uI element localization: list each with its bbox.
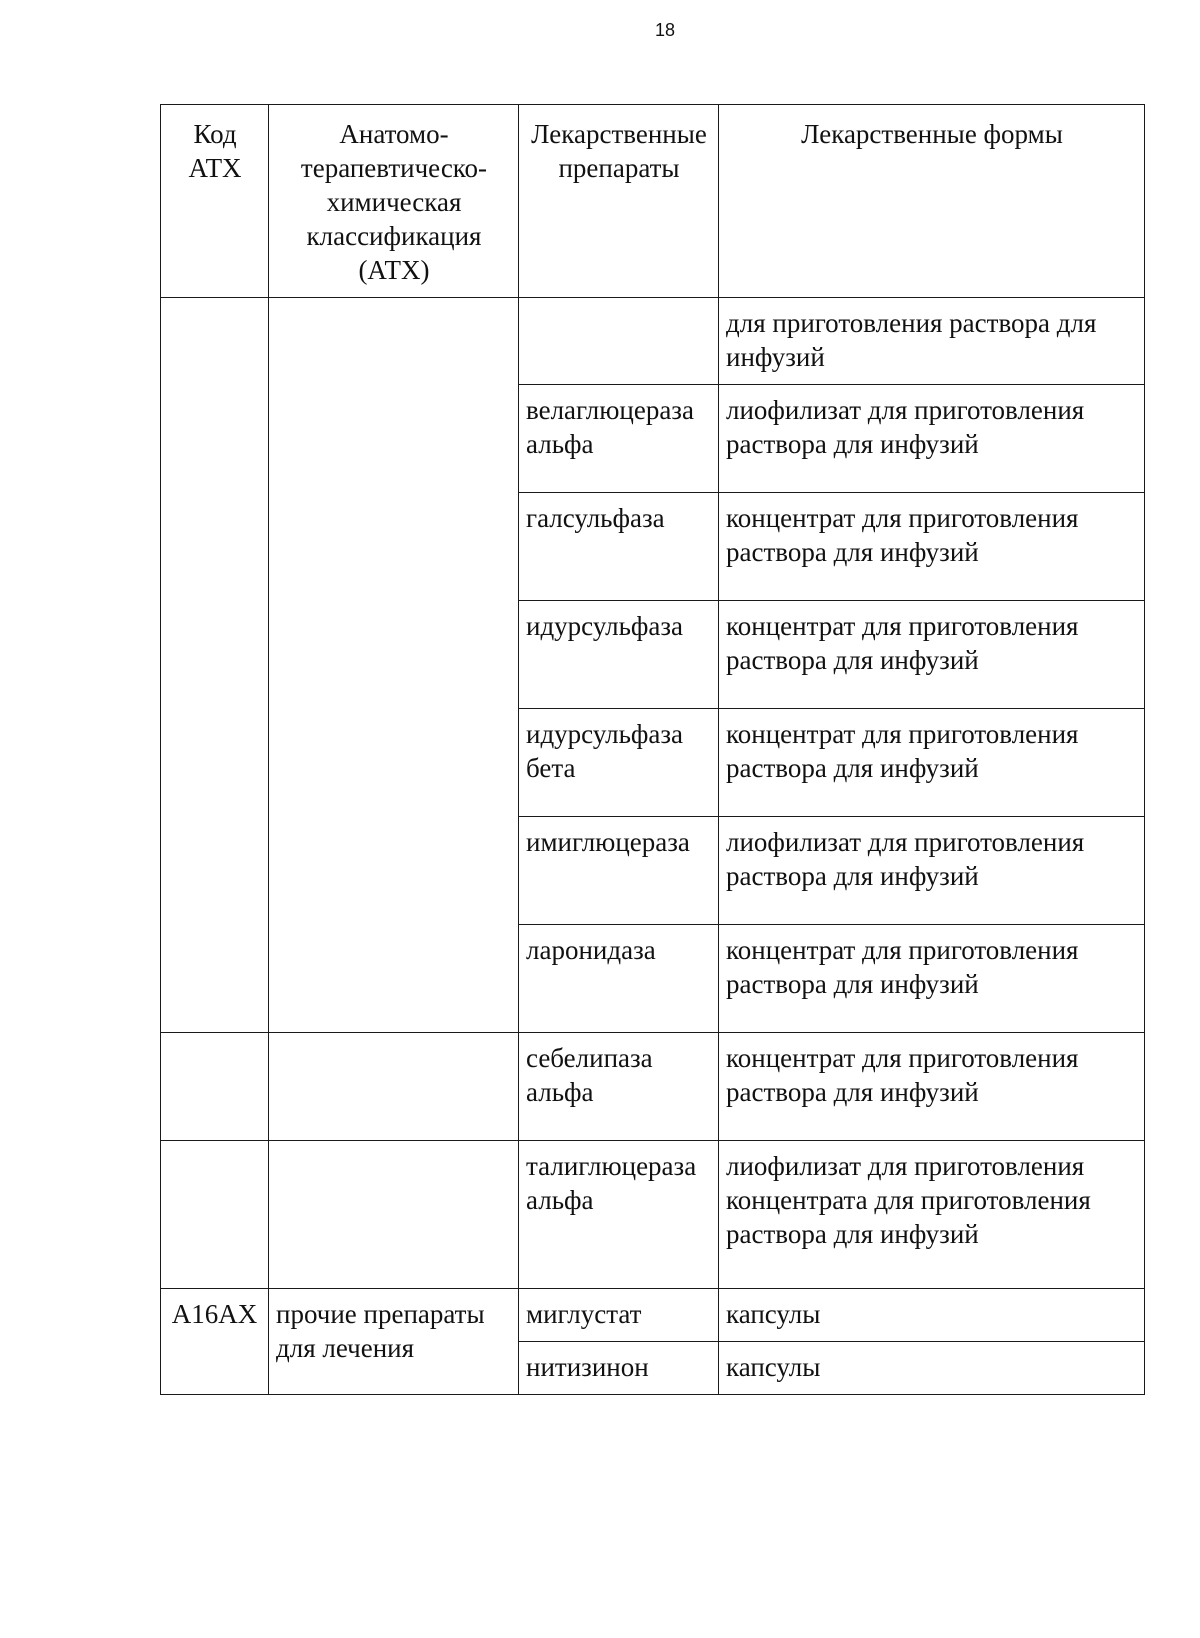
- form-cell: концентрат для приготовления раствора для инфузий: [719, 601, 1145, 709]
- atx-cell: [269, 1141, 519, 1289]
- form-cell: концентрат для приготовления раствора для инфузий: [719, 1033, 1145, 1141]
- drug-cell: идурсульфаза бета: [519, 709, 719, 817]
- code-cell: [161, 298, 269, 1033]
- form-cell: лиофилизат для приготовления раствора для инфузий: [719, 385, 1145, 493]
- table-row: [161, 1033, 1145, 1141]
- drug-table: [160, 104, 1145, 1395]
- header-atx: Анатомо-терапевтическо-химическая классификация (АТХ): [269, 105, 519, 298]
- header-forms: Лекарственные формы: [719, 105, 1145, 298]
- atx-cell: [269, 298, 519, 1033]
- form-cell: капсулы: [719, 1289, 1145, 1342]
- code-cell: [161, 1033, 269, 1141]
- drug-cell: ларонидаза: [519, 925, 719, 1033]
- drug-cell: нитизинон: [519, 1342, 719, 1395]
- drug-cell: велаглюцераза альфа: [519, 385, 719, 493]
- header-drugs: Лекарственные препараты: [519, 105, 719, 298]
- drug-cell: талиглюцераза альфа: [519, 1141, 719, 1289]
- atx-cell: [269, 1033, 519, 1141]
- drug-cell: идурсульфаза: [519, 601, 719, 709]
- table-header-row: [161, 105, 1145, 298]
- atx-cell: прочие препараты для лечения: [269, 1289, 519, 1395]
- header-code: Код АТХ: [161, 105, 269, 298]
- drug-cell: миглустат: [519, 1289, 719, 1342]
- page-number: 18: [654, 20, 676, 40]
- form-cell: для приготовления раствора для инфузий: [719, 298, 1145, 385]
- table-row: [161, 1289, 1145, 1342]
- form-cell: лиофилизат для приготовления концентрата для приготовления раствора для инфузий: [719, 1141, 1145, 1289]
- form-cell: концентрат для приготовления раствора для инфузий: [719, 493, 1145, 601]
- drug-cell: имиглюцераза: [519, 817, 719, 925]
- form-cell: лиофилизат для приготовления раствора для инфузий: [719, 817, 1145, 925]
- code-cell: [161, 1141, 269, 1289]
- table-row: [161, 298, 1145, 385]
- code-cell: A16AX: [161, 1289, 269, 1395]
- drug-cell: [519, 298, 719, 385]
- table-row: [161, 1141, 1145, 1289]
- drug-cell: галсульфаза: [519, 493, 719, 601]
- form-cell: концентрат для приготовления раствора для инфузий: [719, 925, 1145, 1033]
- drug-cell: себелипаза альфа: [519, 1033, 719, 1141]
- form-cell: концентрат для приготовления раствора для инфузий: [719, 709, 1145, 817]
- form-cell: капсулы: [719, 1342, 1145, 1395]
